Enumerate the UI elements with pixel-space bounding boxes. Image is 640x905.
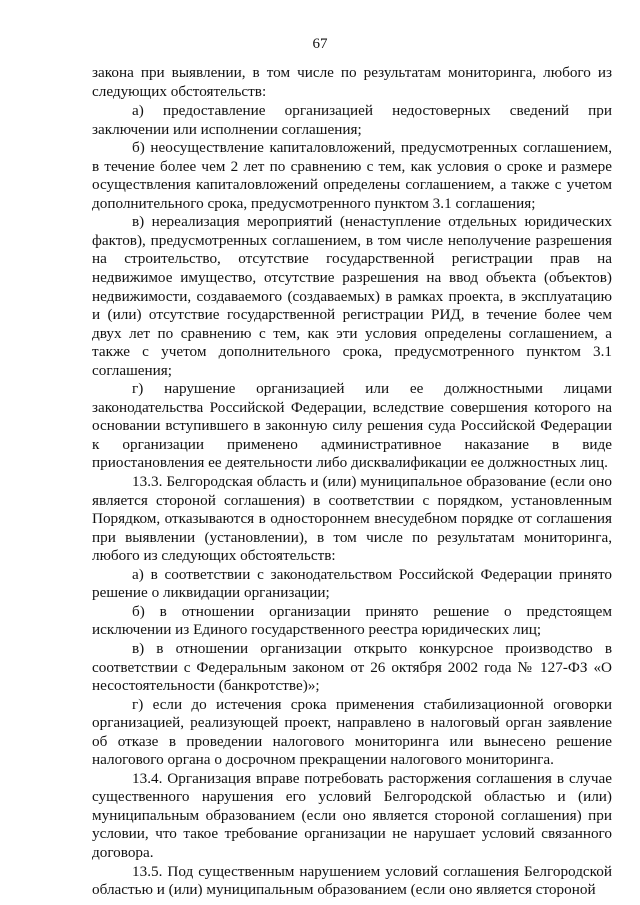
paragraph-item-b: б) неосуществление капиталовложений, предусмотренных соглашением, в течение более чем 2 лет по сравнению с тем, как условия о сроке и размере осуществления капиталовложений определены соглашением, а также с учетом дополнительного срока, предусмотренного пунктом 3.1 соглашения;	[92, 139, 612, 212]
paragraph-item-g: г) нарушение организацией или ее должностными лицами законодательства Российской Федерации, вследствие совершения которого на основании вступившего в законную силу решения суда Российской Федерации к организации применено административное наказание в виде приостановления ее деятельности либо дисквалификации ее должностных лиц.	[92, 380, 612, 472]
paragraph-item-v: в) нереализация мероприятий (ненаступление отдельных юридических фактов), предусмотренных соглашением, в том числе неполучение разрешения на строительство, отсутствие государственной регистрации прав на недвижимое имущество, отсутствие разрешения на ввод объекта (объектов) недвижимости, создаваемого (создаваемых) в рамках проекта, в эксплуатацию и (или) отсутствие государственной регистрации РИД, в течение более чем двух лет по сравнению с тем, как эти условия определены соглашением, а также с учетом дополнительного срока, предусмотренного пунктом 3.1 соглашения;	[92, 213, 612, 379]
paragraph-13-3-item-b: б) в отношении организации принято решение о предстоящем исключении из Единого государственного реестра юридических лиц;	[92, 602, 612, 639]
document-body	[92, 64, 612, 900]
paragraph-13-3: 13.3. Белгородская область и (или) муниципальное образование (если оно является стороной соглашения) в соответствии с порядком, установленным Порядком, отказываются в одностороннем внесудебном порядке от соглашения при выявлении (установлении), в том числе по результатам мониторинга, любого из следующих обстоятельств:	[92, 473, 612, 565]
paragraph-13-3-item-a: а) в соответствии с законодательством Российской Федерации принято решение о ликвидации организации;	[92, 565, 612, 602]
paragraph-13-3-item-g: г) если до истечения срока применения стабилизационной оговорки организацией, реализующей проект, направлено в налоговый орган заявление об отказе в проведении налогового мониторинга или вынесено решение налогового органа о досрочном прекращении налогового мониторинга.	[92, 695, 612, 769]
paragraph-13-5: 13.5. Под существенным нарушением условий соглашения Белгородской областью и (или) муниципальным образованием (если оно является стороной	[92, 862, 612, 899]
paragraph-item-a: а) предоставление организацией недостоверных сведений при заключении или исполнении соглашения;	[92, 102, 612, 138]
paragraph-13-3-item-v: в) в отношении организации открыто конкурсное производство в соответствии с Федеральным законом от 26 октября 2002 года № 127-ФЗ «О несостоятельности (банкротстве)»;	[92, 639, 612, 695]
paragraph-continuation: закона при выявлении, в том числе по результатам мониторинга, любого из следующих обстоятельств:	[92, 64, 612, 100]
paragraph-13-4: 13.4. Организация вправе потребовать расторжения соглашения в случае существенного нарушения его условий Белгородской областью и (или) муниципальным образованием (если оно является стороной соглашения) при условии, что такое требование организации не нарушает условий связанного договора.	[92, 769, 612, 861]
page-number: 67	[312, 36, 328, 52]
